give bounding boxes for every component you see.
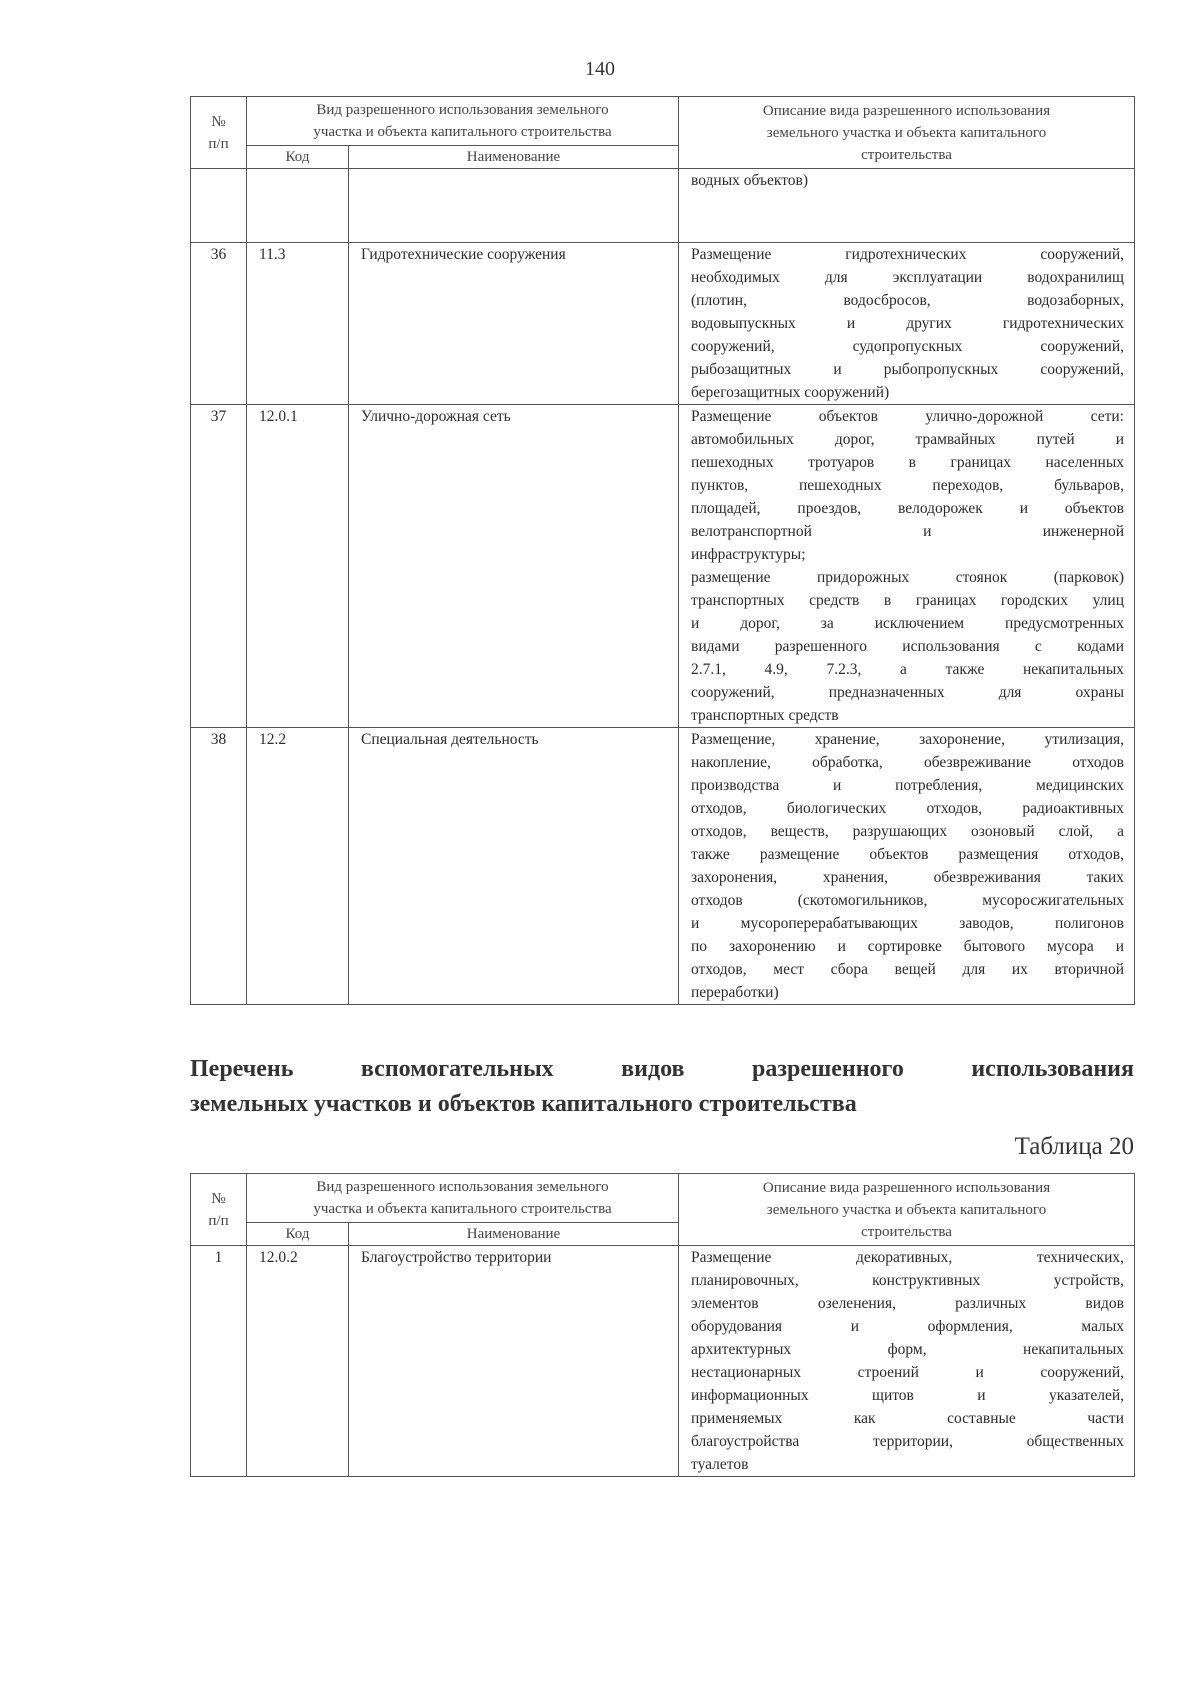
description-line: Размещение декоративных, технических,	[691, 1249, 1124, 1266]
header-number-symbol: №	[211, 1190, 226, 1207]
header-code: Код	[247, 1223, 349, 1246]
description-line: нестационарных строений и сооружений,	[691, 1364, 1124, 1381]
row-code: 11.3	[247, 243, 349, 405]
table-row	[191, 405, 1135, 728]
row-name: Гидротехнические сооружения	[349, 243, 679, 405]
table-header	[191, 97, 1135, 169]
row-number: 37	[191, 405, 247, 728]
header-kind-line: Вид разрешенного использования земельного	[316, 102, 609, 118]
description-line: производства и потребления, медицинских	[691, 777, 1124, 794]
description-line: 2.7.1, 4.9, 7.2.3, а также некапитальных	[691, 661, 1124, 678]
description-line: захоронения, хранения, обезвреживания таких	[691, 869, 1124, 886]
description-line: архитектурных форм, некапитальных	[691, 1341, 1124, 1358]
description-line: водовыпускных и других гидротехнических	[691, 315, 1124, 332]
header-number	[191, 1174, 247, 1246]
header-kind-line: Вид разрешенного использования земельного	[316, 1179, 609, 1195]
description-line: Размещение, хранение, захоронение, утилизация,	[691, 731, 1124, 748]
description-line: транспортных средств в границах городских улиц	[691, 592, 1124, 609]
description-line: накопление, обработка, обезвреживание отходов	[691, 754, 1124, 771]
header-name: Наименование	[349, 1223, 679, 1246]
row-description	[679, 243, 1135, 405]
description-line: водных объектов)	[691, 172, 809, 189]
row-description	[679, 169, 1135, 243]
description-line: автомобильных дорог, трамвайных путей и	[691, 431, 1124, 448]
row-description	[679, 1246, 1135, 1477]
header-number-symbol: №	[211, 113, 226, 130]
header-description	[679, 97, 1135, 169]
header-description-line: строительства	[861, 1223, 952, 1240]
table-body	[191, 169, 1135, 1005]
description-line: (плотин, водосбросов, водозаборных,	[691, 292, 1124, 309]
table-row	[191, 728, 1135, 1005]
description-line: планировочных, конструктивных устройств,	[691, 1272, 1124, 1289]
description-line: сооружений, предназначенных для охраны	[691, 684, 1124, 701]
header-kind-line: участка и объекта капитального строительства	[313, 124, 612, 140]
row-description	[679, 405, 1135, 728]
header-description-line: земельного участка и объекта капитального	[766, 124, 1047, 141]
row-number: 36	[191, 243, 247, 405]
page-number: 140	[585, 58, 615, 80]
table-caption: Таблица 20	[1014, 1133, 1134, 1160]
row-number: 38	[191, 728, 247, 1005]
row-number: 1	[191, 1246, 247, 1477]
description-line: инфраструктуры;	[691, 546, 806, 563]
header-description-line: земельного участка и объекта капитального	[766, 1201, 1047, 1218]
description-line: и мусороперерабатывающих заводов, полигонов	[691, 915, 1124, 932]
header-description-line: Описание вида разрешенного использования	[762, 1179, 1051, 1196]
description-line: также размещение объектов размещения отходов,	[691, 846, 1124, 863]
description-line: отходов, мест сбора вещей для их вторичной	[691, 961, 1124, 978]
table-body	[191, 1246, 1135, 1477]
description-line: размещение придорожных стоянок (парковок)	[691, 569, 1124, 586]
row-number	[191, 169, 247, 243]
header-name: Наименование	[349, 146, 679, 169]
description-line: сооружений, судопропускных сооружений,	[691, 338, 1124, 355]
auxiliary-use-table	[190, 1173, 1135, 1477]
heading-line-2: земельных участков и объектов капитального строительства	[190, 1091, 857, 1117]
description-line: рыбозащитных и рыбопропускных сооружений,	[691, 361, 1124, 378]
description-line: элементов озеленения, различных видов	[691, 1295, 1124, 1312]
description-line: велотранспортной и инженерной	[691, 523, 1124, 540]
table-row	[191, 1246, 1135, 1477]
row-name	[349, 169, 679, 243]
description-line: информационных щитов и указателей,	[691, 1387, 1124, 1404]
header-description-line: строительства	[861, 146, 952, 163]
row-code: 12.0.2	[247, 1246, 349, 1477]
permitted-use-table	[190, 96, 1135, 1005]
description-line: пунктов, пешеходных переходов, бульваров,	[691, 477, 1124, 494]
description-line: видами разрешенного использования с кодами	[691, 638, 1124, 655]
header-kind-group	[247, 97, 679, 146]
description-line: переработки)	[691, 984, 779, 1001]
description-line: отходов (скотомогильников, мусоросжигательных	[691, 892, 1124, 909]
header-description	[679, 1174, 1135, 1246]
row-name: Улично-дорожная сеть	[349, 405, 679, 728]
description-line: применяемых как составные части	[691, 1410, 1124, 1427]
section-heading	[190, 1052, 1134, 1122]
header-kind-group	[247, 1174, 679, 1223]
description-line: площадей, проездов, велодорожек и объектов	[691, 500, 1124, 517]
table-row	[191, 169, 1135, 243]
row-name: Благоустройство территории	[349, 1246, 679, 1477]
description-line: Размещение объектов улично-дорожной сети:	[691, 408, 1124, 425]
header-number-label: п/п	[208, 1212, 229, 1229]
row-code: 12.0.1	[247, 405, 349, 728]
description-line: туалетов	[691, 1456, 749, 1473]
description-line: берегозащитных сооружений)	[691, 384, 890, 401]
description-line: оборудования и оформления, малых	[691, 1318, 1124, 1335]
description-line: Размещение гидротехнических сооружений,	[691, 246, 1124, 263]
description-line: отходов, биологических отходов, радиоактивных	[691, 800, 1124, 817]
row-code	[247, 169, 349, 243]
row-code: 12.2	[247, 728, 349, 1005]
header-number-label: п/п	[208, 135, 229, 152]
description-line: и дорог, за исключением предусмотренных	[691, 615, 1124, 632]
description-line: отходов, веществ, разрушающих озоновый слой, а	[691, 823, 1124, 840]
heading-line-1: Перечень вспомогательных видов разрешенного использования	[190, 1056, 1134, 1082]
header-code: Код	[247, 146, 349, 169]
description-line: пешеходных тротуаров в границах населенных	[691, 454, 1124, 471]
header-number	[191, 97, 247, 169]
table-row	[191, 243, 1135, 405]
row-description	[679, 728, 1135, 1005]
description-line: благоустройства территории, общественных	[691, 1433, 1124, 1450]
table-header	[191, 1174, 1135, 1246]
description-line: необходимых для эксплуатации водохранилищ	[691, 269, 1124, 286]
header-kind-line: участка и объекта капитального строительства	[313, 1201, 612, 1217]
description-line: по захоронению и сортировке бытового мусора и	[691, 938, 1124, 955]
row-name: Специальная деятельность	[349, 728, 679, 1005]
description-line: транспортных средств	[691, 707, 839, 724]
header-description-line: Описание вида разрешенного использования	[762, 102, 1051, 119]
